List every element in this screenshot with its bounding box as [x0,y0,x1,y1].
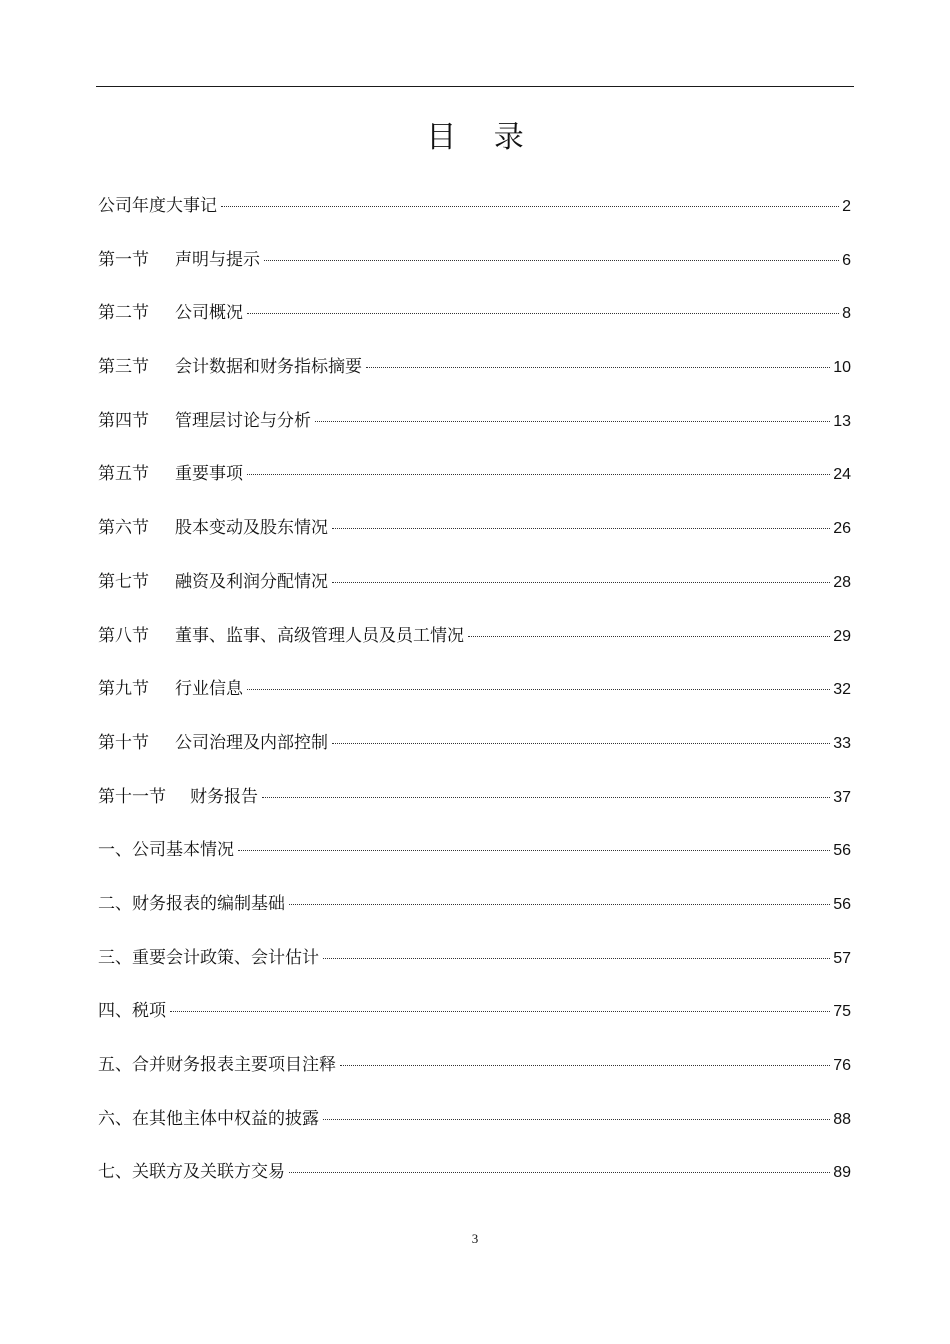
toc-entry[interactable] [98,938,851,992]
dot-leader [323,958,830,959]
toc-page-number[interactable]: 29 [833,627,851,645]
toc-entry[interactable] [98,616,851,670]
toc-page-number[interactable]: 76 [833,1057,851,1074]
toc-page-number[interactable]: 6 [842,251,851,269]
dot-leader [332,582,830,583]
toc-entry[interactable] [98,347,851,401]
dot-leader [264,260,839,261]
toc-entry-title[interactable]: 股本变动及股东情况 [175,518,328,539]
toc-section-label: 第二节 [98,303,149,324]
toc-entry[interactable] [98,562,851,616]
toc-section-label: 第一节 [98,249,149,270]
toc-section-label: 第九节 [98,679,149,700]
toc-entry-title[interactable]: 财务报告 [190,786,258,807]
toc-section-label: 第十一节 [98,786,166,807]
toc-entry[interactable] [98,830,851,884]
dot-leader [289,1172,830,1173]
toc-entry-title[interactable]: 公司概况 [175,303,243,324]
toc-entry-title[interactable]: 四、税项 [98,1001,166,1022]
dot-leader [247,474,830,475]
toc-entry[interactable] [98,508,851,562]
toc-entry[interactable] [98,1099,851,1153]
toc-entry-title[interactable]: 六、在其他主体中权益的披露 [98,1108,319,1129]
toc-page-number[interactable]: 8 [842,305,851,323]
toc-entry[interactable] [98,723,851,777]
toc-section-label: 第七节 [98,571,149,592]
dot-leader [468,636,830,637]
page-number: 3 [471,1231,479,1246]
toc-entry-title[interactable]: 七、关联方及关联方交易 [98,1162,285,1183]
toc-entry[interactable] [98,669,851,723]
toc-section-label: 第六节 [98,518,149,539]
dot-leader [315,421,830,422]
toc-entry[interactable] [98,884,851,938]
toc-page-number[interactable]: 10 [833,359,851,377]
dot-leader [238,850,830,851]
toc-entry-title[interactable]: 声明与提示 [175,249,260,270]
toc-section-label: 第三节 [98,357,149,378]
toc-page-number[interactable]: 89 [833,1164,851,1182]
toc-section-label: 第五节 [98,464,149,485]
table-of-contents [98,186,851,1206]
dot-leader [323,1119,830,1120]
dot-leader [262,797,830,798]
toc-page-number[interactable]: 32 [833,681,851,699]
toc-page-number[interactable]: 13 [833,412,851,430]
dot-leader [247,313,839,314]
toc-entry[interactable] [98,991,851,1045]
toc-entry-title[interactable]: 行业信息 [175,679,243,700]
dot-leader [332,528,830,529]
toc-section-label: 第十节 [98,732,149,753]
toc-page-number[interactable]: 88 [833,1110,851,1128]
toc-page-number[interactable]: 26 [833,520,851,538]
toc-page-number[interactable]: 33 [833,734,851,752]
toc-page-number[interactable]: 37 [833,788,851,806]
toc-page-number[interactable]: 28 [833,573,851,591]
header-rule [96,86,854,87]
toc-entry-title[interactable]: 三、重要会计政策、会计估计 [98,947,319,968]
dot-leader [247,689,830,690]
dot-leader [170,1011,830,1012]
toc-entry-title[interactable]: 董事、监事、高级管理人员及员工情况 [175,625,464,646]
toc-page-number[interactable]: 75 [833,1003,851,1021]
toc-entry[interactable] [98,1045,851,1099]
toc-entry-title[interactable]: 二、财务报表的编制基础 [98,893,285,914]
toc-title: 目 录 [426,120,538,155]
dot-leader [289,904,830,905]
toc-entry-title[interactable]: 一、公司基本情况 [98,840,234,861]
toc-entry-title[interactable]: 五、合并财务报表主要项目注释 [98,1055,336,1075]
dot-leader [221,206,839,207]
toc-entry-title[interactable]: 融资及利润分配情况 [175,571,328,592]
toc-page-number[interactable]: 2 [842,198,851,215]
toc-entry[interactable] [98,777,851,831]
toc-entry[interactable] [98,1152,851,1206]
dot-leader [340,1065,830,1066]
toc-section-label: 第八节 [98,625,149,646]
toc-page-number[interactable]: 24 [833,466,851,484]
toc-entry[interactable] [98,240,851,294]
toc-page-number[interactable]: 57 [833,949,851,967]
dot-leader [332,743,830,744]
toc-entry-title[interactable]: 公司年度大事记 [98,196,217,216]
toc-entry-title[interactable]: 公司治理及内部控制 [175,732,328,753]
toc-entry[interactable] [98,293,851,347]
toc-entry-title[interactable]: 会计数据和财务指标摘要 [175,357,362,378]
toc-entry[interactable] [98,454,851,508]
toc-section-label: 第四节 [98,410,149,431]
toc-entry-title[interactable]: 重要事项 [175,464,243,485]
toc-entry[interactable] [98,401,851,455]
toc-page-number[interactable]: 56 [833,895,851,913]
dot-leader [366,367,830,368]
toc-entry-title[interactable]: 管理层讨论与分析 [175,410,311,431]
toc-entry[interactable] [98,186,851,240]
toc-page-number[interactable]: 56 [833,842,851,860]
